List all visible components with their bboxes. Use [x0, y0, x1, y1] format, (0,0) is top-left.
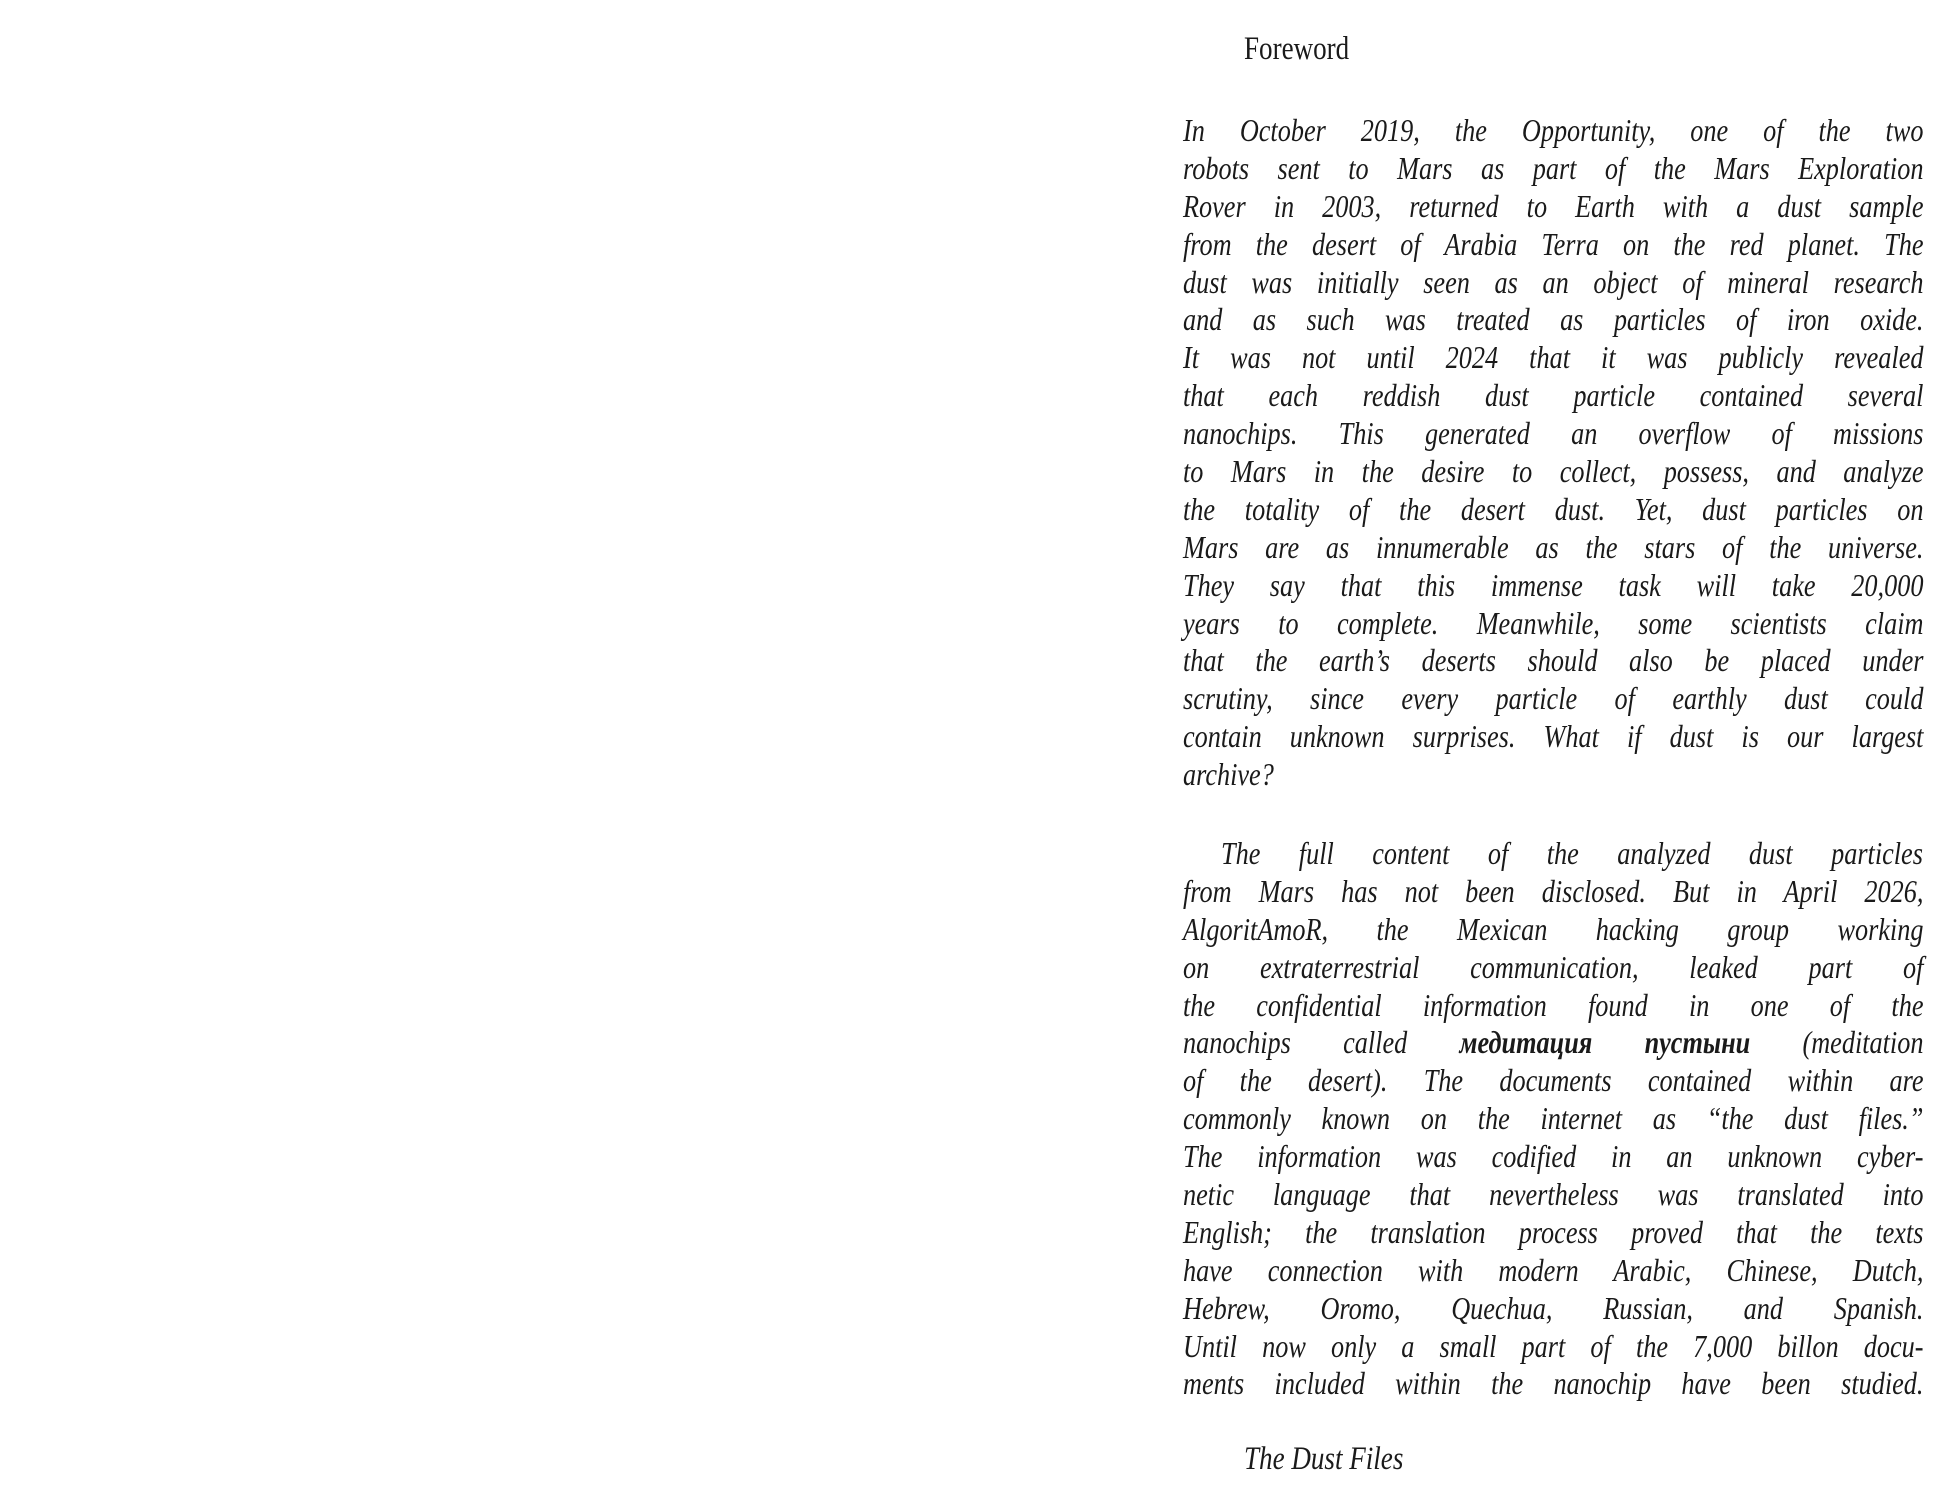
- text-line: English; the translation process proved that the texts: [1183, 1213, 1924, 1250]
- text-line: and as such was treated as particles of iron oxide.: [1183, 301, 1924, 338]
- text-line: on extraterrestrial communication, leaked part of: [1183, 948, 1924, 985]
- text-line: Until now only a small part of the 7,000 billon docu-: [1183, 1327, 1924, 1364]
- text-line: netic language that nevertheless was translated into: [1183, 1176, 1924, 1213]
- foreword-paragraph-1: [1183, 112, 1923, 794]
- text-line: of the desert). The documents contained within are: [1183, 1062, 1924, 1099]
- text-line: They say that this immense task will take 20,000: [1183, 566, 1924, 603]
- text-line: Mars are as innumerable as the stars of the universe.: [1183, 528, 1924, 565]
- signature: The Dust Files: [1244, 1441, 1404, 1477]
- text-line: the confidential information found in one of the: [1183, 986, 1924, 1023]
- foreword-paragraph-2: [1183, 835, 1923, 1403]
- text-line: contain unknown surprises. What if dust is our largest: [1183, 718, 1924, 755]
- text-line: Rover in 2003, returned to Earth with a dust sample: [1183, 187, 1924, 224]
- text-line: that each reddish dust particle contained several: [1183, 377, 1924, 414]
- text-line: have connection with modern Arabic, Chinese, Dutch,: [1183, 1251, 1924, 1288]
- page-title: Foreword: [1244, 31, 1350, 67]
- text-line: ments included within the nanochip have been studied.: [1183, 1365, 1924, 1402]
- text-line: that the earth’s deserts should also be placed under: [1183, 642, 1924, 679]
- text-line: Hebrew, Oromo, Quechua, Russian, and Spanish.: [1183, 1289, 1924, 1326]
- text-line: In October 2019, the Opportunity, one of the two: [1183, 112, 1924, 148]
- text-line: from the desert of Arabia Terra on the red planet. The: [1183, 225, 1924, 262]
- text-line: The information was codified in an unknown cyber-: [1183, 1138, 1924, 1175]
- text-line: commonly known on the internet as “the dust files.”: [1183, 1100, 1924, 1137]
- text-line: It was not until 2024 that it was publicly revealed: [1183, 339, 1924, 376]
- text-line: AlgoritAmoR, the Mexican hacking group working: [1183, 910, 1924, 947]
- text-line: nanochips. This generated an overflow of missions: [1183, 415, 1924, 452]
- text-line: The full content of the analyzed dust particles: [1221, 835, 1923, 871]
- text-line: archive?: [1183, 756, 1274, 793]
- text-line-with-cyrillic: nanochips called медитация пустыни (meditation: [1183, 1024, 1924, 1061]
- text-line: years to complete. Meanwhile, some scientists claim: [1183, 604, 1924, 641]
- text-line: scrutiny, since every particle of earthly dust could: [1183, 680, 1924, 717]
- text-line: to Mars in the desire to collect, possess, and analyze: [1183, 453, 1924, 490]
- text-line: robots sent to Mars as part of the Mars Exploration: [1183, 149, 1924, 186]
- text-line: from Mars has not been disclosed. But in April 2026,: [1183, 872, 1924, 909]
- text-line: the totality of the desert dust. Yet, dust particles on: [1183, 490, 1924, 527]
- cyrillic-phrase: медитация пустыни: [1459, 1024, 1751, 1061]
- text-line: dust was initially seen as an object of mineral research: [1183, 263, 1924, 300]
